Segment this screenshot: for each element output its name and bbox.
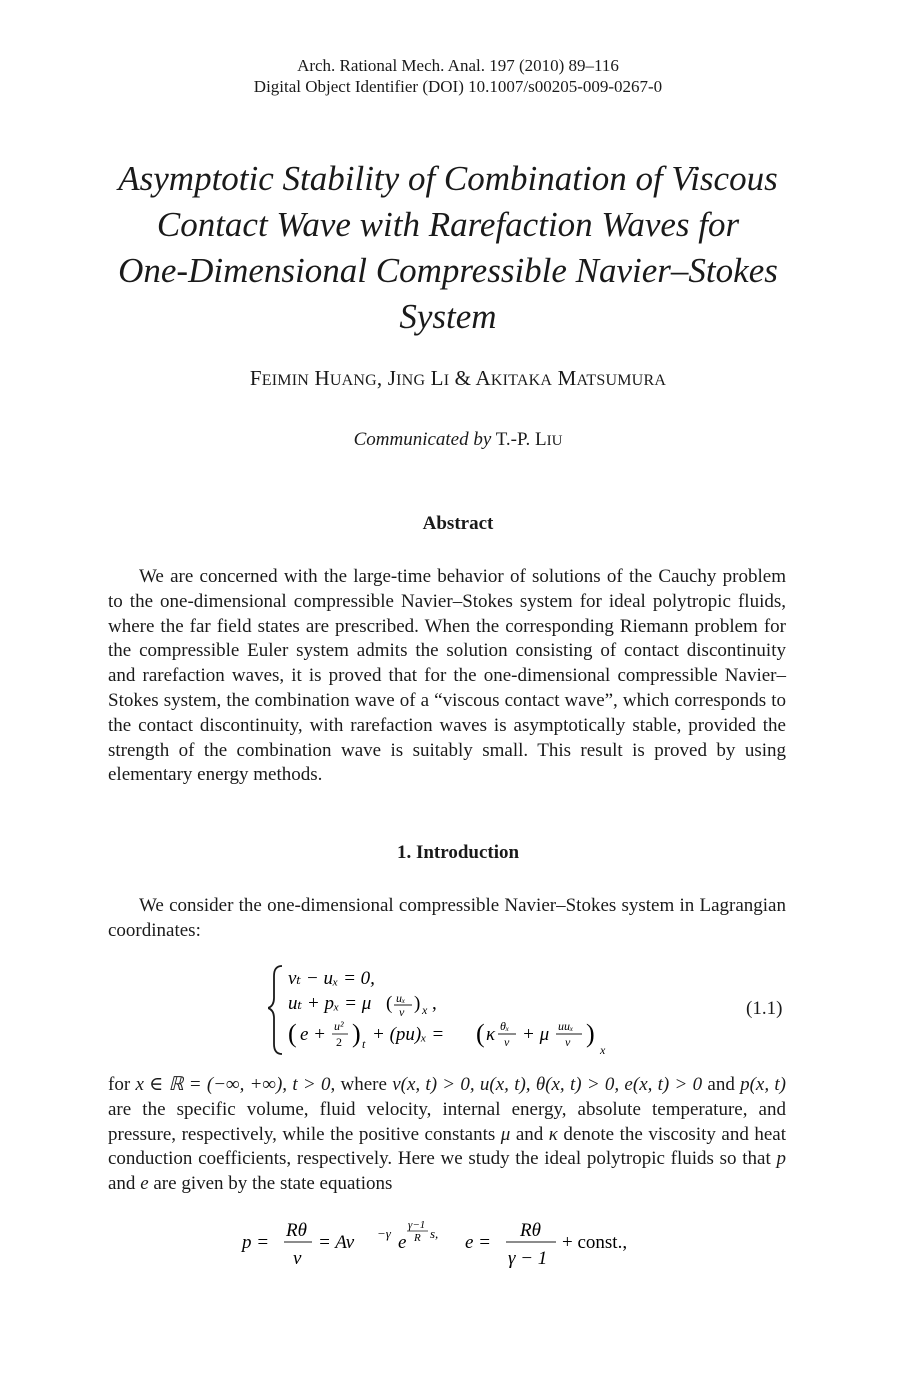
svg-text:x: x	[422, 1003, 428, 1017]
paper-title	[80, 156, 816, 340]
svg-text:p =: p =	[242, 1232, 270, 1253]
svg-text:s,: s,	[430, 1226, 439, 1241]
svg-text:θₓ: θₓ	[500, 1019, 510, 1033]
abstract-text: We are concerned with the large-time behavior of solutions of the Cauchy problem to the one-dimensional compressible Navier–Stokes system for ideal polytropic fluids, where the far field states are prescribed. When the corresponding Riemann problem for the compressible Euler system admits the solution consisting of contact discontinuity and rarefaction waves, it is proved that for the one-dimensional compressible Navier–Stokes system, the combination wave of a “viscous contact wave”, which corresponds to the contact discontinuity, with rarefaction waves is asymptotically stable, provided the strength of the combination wave is suitably small. This result is proved by using elementary energy methods.	[108, 566, 786, 786]
equation-line: uₜ + pₓ = μ	[288, 993, 372, 1014]
communicating-editor: T.-P. LIU	[495, 429, 563, 450]
svg-text:): )	[586, 1019, 595, 1048]
svg-text:R: R	[414, 1232, 421, 1244]
svg-text:+ const.,: + const.,	[562, 1232, 628, 1253]
svg-text:−γ: −γ	[377, 1226, 391, 1241]
state-equations	[240, 1212, 660, 1274]
svg-text:Rθ: Rθ	[286, 1220, 307, 1241]
equation-line: vₜ − uₓ = 0,	[288, 968, 375, 989]
svg-text:uuₓ: uuₓ	[558, 1019, 574, 1033]
svg-text:v: v	[399, 1005, 405, 1019]
svg-text:x: x	[600, 1043, 606, 1057]
title-line: One-Dimensional Compressible Navier–Stokes	[118, 251, 778, 290]
svg-text:v: v	[504, 1035, 510, 1049]
journal-citation: Arch. Rational Mech. Anal. 197 (2010) 89–116	[297, 56, 619, 75]
svg-text:= Av: = Av	[318, 1232, 355, 1253]
svg-text:uₓ: uₓ	[396, 991, 406, 1005]
author-name: AKITAKA MATSUMURA	[475, 366, 667, 390]
svg-text:κ: κ	[486, 1024, 496, 1045]
svg-text:e =: e =	[465, 1232, 492, 1253]
svg-text:(: (	[288, 1019, 297, 1048]
svg-text:e +: e +	[300, 1024, 327, 1045]
title-line: Asymptotic Stability of Combination of Viscous	[118, 159, 778, 198]
svg-text:+ μ: + μ	[522, 1024, 550, 1045]
title-line: Contact Wave with Rarefaction Waves for	[156, 205, 740, 244]
svg-text:γ − 1: γ − 1	[508, 1248, 548, 1269]
author-name: FEIMIN HUANG	[249, 366, 377, 390]
author-list: FEIMIN HUANG, JING LI & AKITAKA MATSUMURA	[249, 366, 667, 390]
svg-text:γ−1: γ−1	[408, 1219, 426, 1231]
intro-paragraph: for x ∈ ℝ = (−∞, +∞), t > 0, where v(x, t) > 0, u(x, t), θ(x, t) > 0, e(x, t) > 0 and p(x, t) are the specific volume, fluid velocity, internal energy, absolute temperature, and pressure, respectively, while the positive constants μ and κ denote the viscosity and heat conduction coefficients, respectively. Here we study the ideal polytropic fluids so that p and e are given by the state equations	[108, 1074, 786, 1195]
communicated-prefix: Communicated by	[353, 429, 492, 450]
svg-text:Rθ: Rθ	[520, 1220, 541, 1241]
author-name: JING LI	[387, 366, 450, 390]
navier-stokes-system-equation	[268, 960, 628, 1060]
equation-number: (1.1)	[746, 998, 783, 1019]
svg-text:2: 2	[336, 1035, 342, 1049]
svg-text:(: (	[476, 1019, 485, 1048]
equation-line: + (pu)ₓ =	[372, 1024, 445, 1045]
doi-line: Digital Object Identifier (DOI) 10.1007/s00205-009-0267-0	[253, 77, 663, 96]
svg-text:t: t	[362, 1037, 366, 1051]
title-line: System	[399, 297, 497, 336]
svg-text:): )	[414, 993, 421, 1014]
svg-text:u²: u²	[334, 1019, 344, 1033]
intro-paragraph: We consider the one-dimensional compressible Navier–Stokes system in Lagrangian coordinates:	[108, 895, 786, 941]
abstract-heading: Abstract	[422, 513, 494, 534]
svg-text:e: e	[398, 1232, 407, 1253]
svg-text:v: v	[293, 1248, 302, 1269]
svg-text:): )	[352, 1019, 361, 1048]
svg-text:v: v	[565, 1035, 571, 1049]
communicated-by	[0, 429, 916, 451]
svg-text:,: ,	[432, 993, 437, 1014]
svg-text:(: (	[386, 993, 393, 1014]
section-heading: 1. Introduction	[396, 842, 520, 863]
journal-header	[0, 55, 916, 97]
